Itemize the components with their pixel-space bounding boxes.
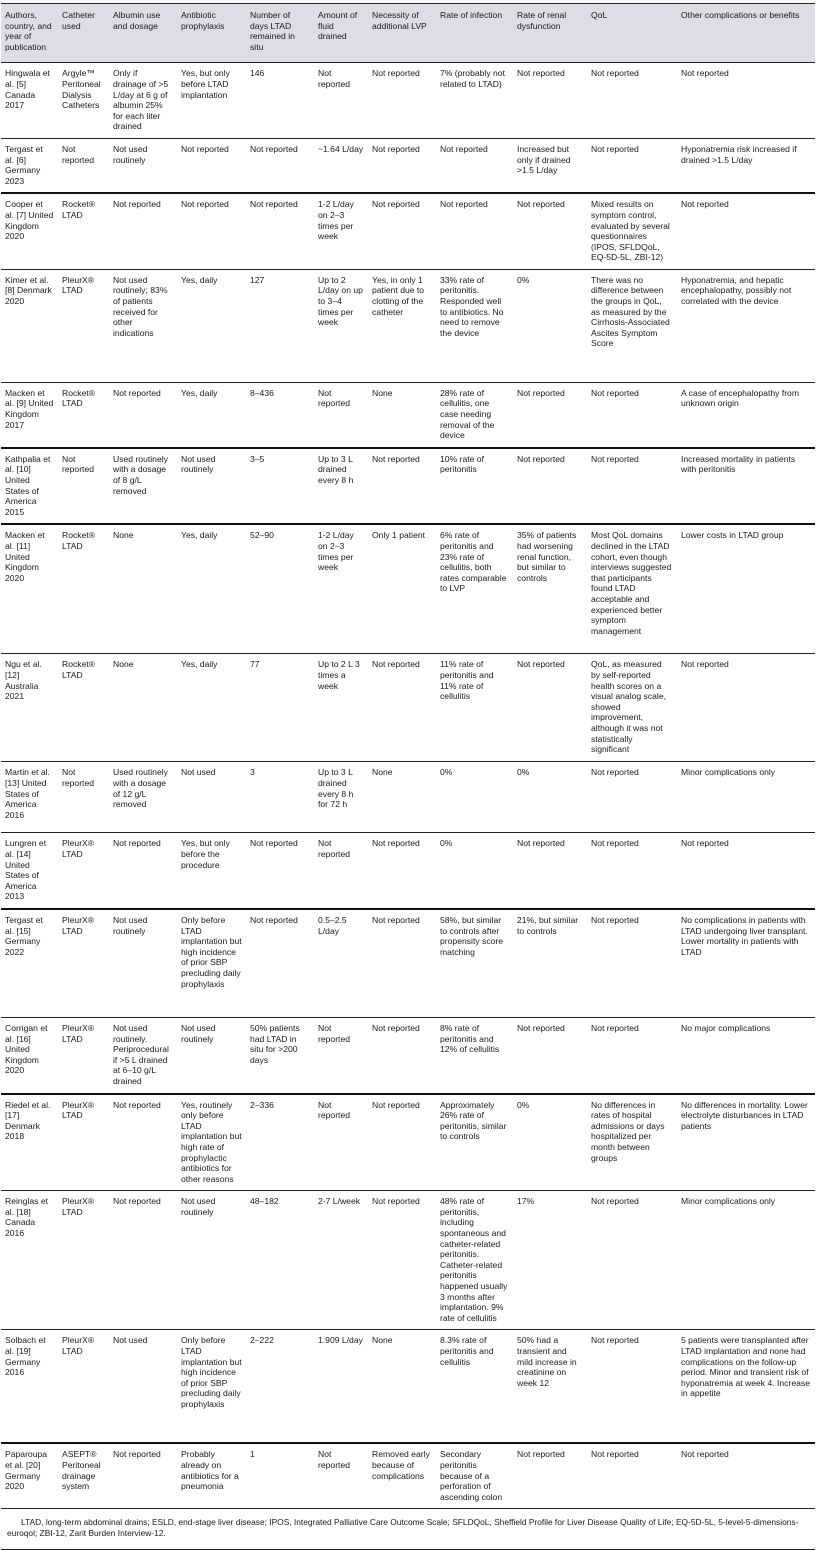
cell-author: Solbach et al. [19] Germany 2016 [1,1330,58,1444]
cell-fluid: 1-2 L/day on 2–3 times per week [314,524,368,654]
cell-infection: Secondary peritonitis because of a perforation of ascending colon [436,1443,513,1508]
cell-fluid: 1-2 L/day on 2–3 times per week [314,193,368,269]
table-row [1,138,815,193]
cell-fluid: Up to 2 L 3 times a week [314,654,368,762]
cell-author: Martin et al. [13] United States of America 2016 [1,762,58,833]
cell-renal: Not reported [513,63,587,139]
cell-antibiotic: Only before LTAD implantation but high incidence of prior SBP precluding daily prophylaxis [177,1330,246,1444]
table-row [1,1094,815,1191]
cell-infection: 6% rate of peritonitis and 23% rate of cellulitis, both rates comparable to LVP [436,524,513,654]
cell-albumin: Not used routinely. Periprocedural if >5 L drained at 6–10 g/L drained [109,1017,177,1093]
cell-antibiotic: Not used routinely [177,1191,246,1330]
cell-fluid: Not reported [314,382,368,447]
header-infection: Rate of infection [436,4,513,63]
cell-other: Not reported [677,654,815,762]
cell-qol: Not reported [587,138,677,193]
cell-qol: Not reported [587,448,677,525]
cell-infection: Not reported [436,138,513,193]
cell-albumin: Not used routinely [109,138,177,193]
table-row [1,382,815,447]
table-footnote: LTAD, long-term abdominal drains; ESLD, end-stage liver disease; IPOS, Integrated Palliative Care Outcome Scale; SFLDQoL, Sheffield Profile for Liver Disease Quality of Life; EQ-5D-5L, 5-level-5-dimensions-euroqol; ZBI-12, Zarit Burden Interview-12. [1,1509,815,1550]
cell-lvp: None [368,382,436,447]
cell-albumin: Not reported [109,1443,177,1508]
cell-other: Hyponatremia, and hepatic encephalopathy, possibly not correlated with the device [677,269,815,382]
cell-catheter: Not reported [58,762,109,833]
cell-days: 8–436 [246,382,314,447]
cell-author: Hingwala et al. [5] Canada 2017 [1,63,58,139]
cell-antibiotic: Yes, daily [177,382,246,447]
cell-days: 2–222 [246,1330,314,1444]
cell-antibiotic: Yes, daily [177,524,246,654]
cell-qol: No differences in rates of hospital admissions or days hospitalized per month between groups [587,1094,677,1191]
cell-renal: Not reported [513,654,587,762]
cell-catheter: Rocket® LTAD [58,654,109,762]
cell-albumin: Used routinely with a dosage of 8 g/L removed [109,448,177,525]
cell-qol: Not reported [587,1330,677,1444]
cell-fluid: Up to 3 L drained every 8 h [314,448,368,525]
cell-qol: Not reported [587,833,677,909]
cell-other: Not reported [677,193,815,269]
cell-albumin: Not used routinely [109,909,177,1018]
cell-lvp: Not reported [368,448,436,525]
cell-other: Not reported [677,63,815,139]
table-row [1,448,815,525]
cell-other: Not reported [677,833,815,909]
cell-fluid: Not reported [314,63,368,139]
cell-infection: Approximately 26% rate of peritonitis, similar to controls [436,1094,513,1191]
cell-other: A case of encephalopathy from unknown origin [677,382,815,447]
cell-qol: Mixed results on symptom control, evaluated by several questionnaires (IPOS, SFLDQoL, EQ-5D-5L, ZBI-12) [587,193,677,269]
cell-fluid: ~1.64 L/day [314,138,368,193]
cell-renal: 0% [513,269,587,382]
cell-lvp: Only 1 patient [368,524,436,654]
cell-infection: 0% [436,833,513,909]
cell-lvp: None [368,1330,436,1444]
cell-author: Ngu et al. [12] Australia 2021 [1,654,58,762]
cell-author: Corrigan et al. [16] United Kingdom 2020 [1,1017,58,1093]
cell-other: Minor complications only [677,1191,815,1330]
cell-catheter: Rocket® LTAD [58,193,109,269]
cell-author: Cooper et al. [7] United Kingdom 2020 [1,193,58,269]
cell-author: Paparoupa et al. [20] Germany 2020 [1,1443,58,1508]
cell-infection: 0% [436,762,513,833]
cell-days: 2–336 [246,1094,314,1191]
cell-antibiotic: Not reported [177,193,246,269]
cell-lvp: None [368,762,436,833]
table-row [1,1330,815,1444]
table-body [1,63,815,1509]
cell-qol: Not reported [587,382,677,447]
cell-infection: 28% rate of cellulitis, one case needing removal of the device [436,382,513,447]
cell-days: Not reported [246,138,314,193]
table-row [1,1191,815,1330]
cell-antibiotic: Not reported [177,138,246,193]
cell-days: Not reported [246,833,314,909]
header-authors: Authors, country, and year of publication [1,4,58,63]
cell-days: 3 [246,762,314,833]
cell-catheter: PleurX® LTAD [58,833,109,909]
cell-renal: Increased but only if drained >1.5 L/day [513,138,587,193]
studies-table [1,3,815,1509]
cell-other: 5 patients were transplanted after LTAD implantation and none had complications on the follow-up period. Minor and transient risk of hyponatremia at week 4. Increase in appetite [677,1330,815,1444]
cell-qol: Not reported [587,63,677,139]
cell-qol: Not reported [587,909,677,1018]
cell-renal: Not reported [513,833,587,909]
cell-author: Kathpalia et al. [10] United States of America 2015 [1,448,58,525]
cell-qol: There was no difference between the groups in QoL, as measured by the Cirrhosis-Associated Ascites Symptom Score [587,269,677,382]
table-row [1,654,815,762]
cell-antibiotic: Yes, routinely only before LTAD implantation but high rate of prophylactic antibiotics for other reasons [177,1094,246,1191]
cell-lvp: Not reported [368,1191,436,1330]
cell-lvp: Not reported [368,654,436,762]
cell-author: Tergast et al. [6] Germany 2023 [1,138,58,193]
cell-catheter: Not reported [58,138,109,193]
cell-infection: 7% (probably not related to LTAD) [436,63,513,139]
cell-other: No complications in patients with LTAD undergoing liver transplant. Lower mortality in patients with LTAD [677,909,815,1018]
cell-qol: Not reported [587,1443,677,1508]
cell-fluid: Up to 3 L drained every 8 h for 72 h [314,762,368,833]
header-qol: QoL [587,4,677,63]
cell-renal: 0% [513,762,587,833]
cell-other: Lower costs in LTAD group [677,524,815,654]
cell-qol: Not reported [587,1017,677,1093]
cell-lvp: Yes, in only 1 patient due to clotting of the catheter [368,269,436,382]
cell-infection: 8.3% rate of peritonitis and cellulitis [436,1330,513,1444]
cell-renal: 21%, but similar to controls [513,909,587,1018]
cell-catheter: PleurX® LTAD [58,1191,109,1330]
cell-lvp: Not reported [368,909,436,1018]
cell-qol: Not reported [587,762,677,833]
cell-catheter: Argyle™ Peritoneal Dialysis Catheters [58,63,109,139]
cell-renal: 35% of patients had worsening renal function, but similar to controls [513,524,587,654]
cell-antibiotic: Not used routinely [177,1017,246,1093]
cell-antibiotic: Not used [177,762,246,833]
cell-infection: 10% rate of peritonitis [436,448,513,525]
table-row [1,193,815,269]
cell-other: No major complications [677,1017,815,1093]
cell-author: Tergast et al. [15] Germany 2022 [1,909,58,1018]
table-row [1,63,815,139]
cell-catheter: PleurX® LTAD [58,1094,109,1191]
cell-days: 127 [246,269,314,382]
cell-albumin: Not reported [109,1094,177,1191]
cell-albumin: Used routinely with a dosage of 12 g/L removed [109,762,177,833]
cell-fluid: 2-7 L/week [314,1191,368,1330]
cell-days: Not reported [246,193,314,269]
cell-lvp: Not reported [368,1094,436,1191]
cell-antibiotic: Yes, but only before the procedure [177,833,246,909]
cell-lvp: Not reported [368,193,436,269]
header-renal: Rate of renal dysfunction [513,4,587,63]
cell-infection: Not reported [436,193,513,269]
cell-renal: 17% [513,1191,587,1330]
cell-infection: 33% rate of peritonitis. Responded well to antibiotics. No need to remove the device [436,269,513,382]
table-row [1,909,815,1018]
header-row [1,4,815,63]
header-other: Other complications or benefits [677,4,815,63]
cell-renal: 50% had a transient and mild increase in creatinine on week 12 [513,1330,587,1444]
header-lvp: Necessity of additional LVP [368,4,436,63]
cell-days: 1 [246,1443,314,1508]
table-row [1,833,815,909]
cell-other: Increased mortality in patients with peritonitis [677,448,815,525]
cell-author: Macken et al. [11] United Kingdom 2020 [1,524,58,654]
cell-lvp: Not reported [368,833,436,909]
cell-days: Not reported [246,909,314,1018]
cell-days: 50% patients had LTAD in situ for >200 days [246,1017,314,1093]
cell-renal: Not reported [513,448,587,525]
cell-fluid: Up to 2 L/day on up to 3–4 times per week [314,269,368,382]
cell-infection: 48% rate of peritonitis, including spontaneous and catheter-related peritonitis. Catheter-related peritonitis happened usually 3 months after implantation. 9% rate of cellulitis [436,1191,513,1330]
cell-fluid: Not reported [314,1017,368,1093]
table-row [1,1017,815,1093]
cell-qol: Not reported [587,1191,677,1330]
cell-fluid: Not reported [314,1094,368,1191]
cell-author: Macken et al. [9] United Kingdom 2017 [1,382,58,447]
cell-albumin: None [109,524,177,654]
cell-infection: 8% rate of peritonitis and 12% of cellulitis [436,1017,513,1093]
cell-author: Lungren et al. [14] United States of America 2013 [1,833,58,909]
cell-lvp: Not reported [368,138,436,193]
cell-days: 3–5 [246,448,314,525]
cell-other: Not reported [677,1443,815,1508]
header-catheter: Catheter used [58,4,109,63]
cell-infection: 11% rate of peritonitis and 11% rate of cellulitis [436,654,513,762]
cell-antibiotic: Not used routinely [177,448,246,525]
table-row [1,269,815,382]
cell-fluid: Not reported [314,1443,368,1508]
cell-other: No differences in mortality. Lower electrolyte disturbances in LTAD patients [677,1094,815,1191]
cell-lvp: Not reported [368,63,436,139]
cell-fluid: 1.909 L/day [314,1330,368,1444]
cell-albumin: Only if drainage of >5 L/day at 6 g of albumin 25% for each liter drained [109,63,177,139]
cell-catheter: Not reported [58,448,109,525]
cell-catheter: PleurX® LTAD [58,1330,109,1444]
cell-albumin: Not reported [109,382,177,447]
table-row [1,762,815,833]
cell-albumin: Not used [109,1330,177,1444]
cell-other: Hyponatremia risk increased if drained >1.5 L/day [677,138,815,193]
cell-albumin: None [109,654,177,762]
cell-catheter: PleurX® LTAD [58,909,109,1018]
cell-antibiotic: Yes, daily [177,654,246,762]
cell-catheter: Rocket® LTAD [58,382,109,447]
cell-renal: Not reported [513,1017,587,1093]
table-row [1,524,815,654]
cell-other: Minor complications only [677,762,815,833]
cell-days: 146 [246,63,314,139]
cell-lvp: Removed early because of complications [368,1443,436,1508]
table-row [1,1443,815,1508]
header-albumin: Albumin use and dosage [109,4,177,63]
cell-days: 77 [246,654,314,762]
cell-albumin: Not used routinely; 83% of patients received for other indications [109,269,177,382]
cell-antibiotic: Yes, daily [177,269,246,382]
table-header [1,4,815,63]
cell-catheter: Rocket® LTAD [58,524,109,654]
cell-catheter: PleurX® LTAD [58,269,109,382]
cell-albumin: Not reported [109,1191,177,1330]
cell-days: 48–182 [246,1191,314,1330]
cell-renal: 0% [513,1094,587,1191]
cell-antibiotic: Yes, but only before LTAD implantation [177,63,246,139]
cell-author: Reinglas et al. [18] Canada 2016 [1,1191,58,1330]
cell-renal: Not reported [513,1443,587,1508]
cell-author: Riedel et al. [17] Denmark 2018 [1,1094,58,1191]
cell-albumin: Not reported [109,193,177,269]
cell-fluid: 0.5–2.5 L/day [314,909,368,1018]
header-days: Number of days LTAD remained in situ [246,4,314,63]
cell-catheter: ASEPT® Peritoneal drainage system [58,1443,109,1508]
cell-days: 52–90 [246,524,314,654]
cell-antibiotic: Probably already on antibiotics for a pneumonia [177,1443,246,1508]
cell-infection: 58%, but similar to controls after propensity score matching [436,909,513,1018]
cell-lvp: Not reported [368,1017,436,1093]
header-fluid: Amount of fluid drained [314,4,368,63]
cell-catheter: PleurX® LTAD [58,1017,109,1093]
cell-fluid: Not reported [314,833,368,909]
cell-renal: Not reported [513,382,587,447]
cell-author: Kimer et al. [8] Denmark 2020 [1,269,58,382]
cell-renal: Not reported [513,193,587,269]
cell-qol: QoL, as measured by self-reported health scores on a visual analog scale, showed improvement, although it was not statistically significant [587,654,677,762]
cell-qol: Most QoL domains declined in the LTAD cohort, even though interviews suggested that participants found LTAD acceptable and experienced better symptom management [587,524,677,654]
cell-antibiotic: Only before LTAD implantation but high incidence of prior SBP precluding daily prophylaxis [177,909,246,1018]
cell-albumin: Not reported [109,833,177,909]
header-antibiotic: Antibiotic prophylaxis [177,4,246,63]
